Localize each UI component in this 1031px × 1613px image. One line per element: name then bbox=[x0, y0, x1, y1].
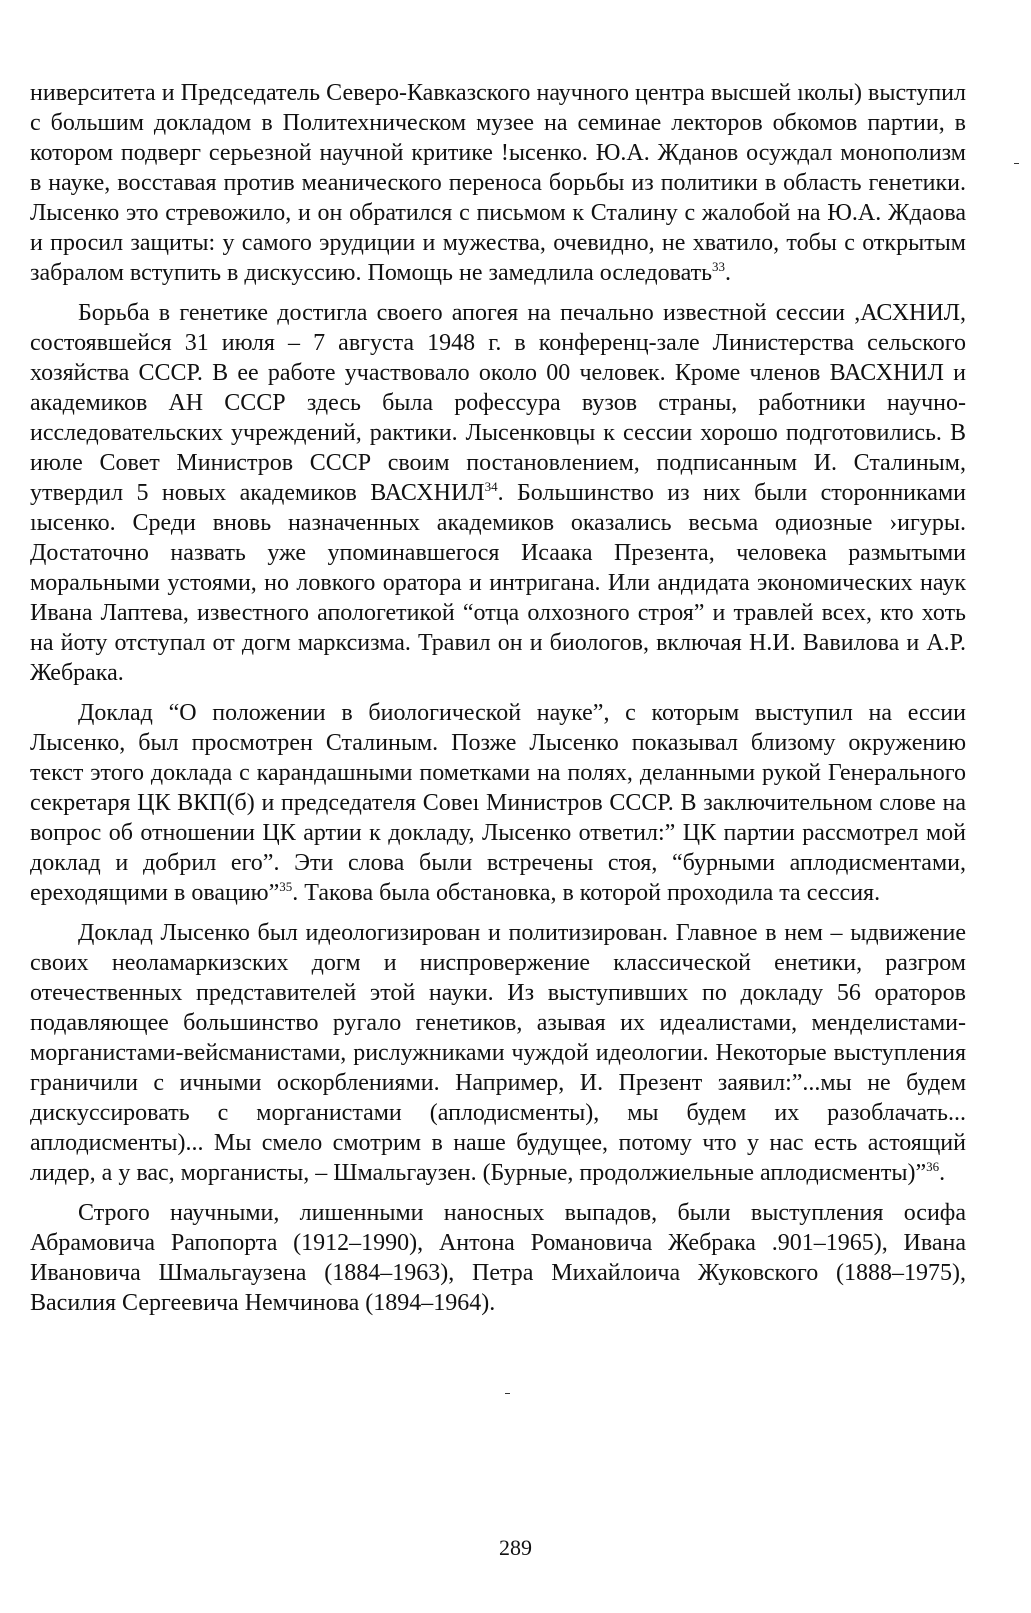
footnote-ref-34: 34 bbox=[484, 479, 498, 494]
paragraph-2 bbox=[30, 298, 966, 688]
scan-speck bbox=[1014, 163, 1019, 164]
paragraph-5 bbox=[30, 1198, 966, 1318]
paragraph-2-text: Борьба в генетике достигла своего апогея на печально известной сессии ,АСХНИЛ, состоявшейся 31 июля – 7 августа 1948 г. в конференц-зале Линистерства сельского хозяйства СССР. В ее работе участвовало около 00 человек. Кроме членов ВАСХНИЛ и академиков АН СССР здесь была рофессура вузов страны, работники научно-исследовательских учреждений, рактики. Лысенковцы к сессии хорошо подготовились. В июле Совет Министров СССР своим постановлением, подписанным И. Сталиным, утвердил 5 новых академиков ВАСХНИЛ bbox=[30, 300, 966, 506]
footnote-ref-35: 35 bbox=[279, 879, 293, 894]
paragraph-3-text: Доклад “О положении в биологической науке”, с которым выступил на ессии Лысенко, был просмотрен Сталиным. Позже Лысенко показывал близому окружению текст этого доклада с карандашными пометками на полях, деланными рукой Генерального секретаря ЦК ВКП(б) и председателя Совеı Министров СССР. В заключительном слове на вопрос об отношении ЦК артии к докладу, Лысенко ответил:” ЦК партии рассмотрел мой доклад и добрил его”. Эти слова были встречены стоя, “бурными аплодисментами, ереходящими в овацию” bbox=[30, 700, 966, 906]
footnote-ref-36: 36 bbox=[926, 1159, 940, 1174]
scan-speck bbox=[505, 1393, 510, 1394]
paragraph-1-tail: . bbox=[725, 260, 732, 286]
paragraph-4 bbox=[30, 918, 966, 1188]
paragraph-4-tail: . bbox=[939, 1160, 946, 1186]
book-page-text bbox=[30, 78, 966, 1318]
paragraph-1-text: ниверситета и Председатель Северо-Кавказского научного центра высшей ıколы) выступил с большим докладом в Политехническом музее на семинае лекторов обкомов партии, в котором подверг серьезной научной критике !ысенко. Ю.А. Жданов осуждал монополизм в науке, восставая против меанического переноса борьбы из политики в область генетики. Лысенко это стревожило, и он обратился с письмом к Сталину с жалобой на Ю.А. Ждаова и просил защиты: у самого эрудиции и мужества, очевидно, не хватило, тобы с открытым забралом вступить в дискуссию. Помощь не замедлила оследовать bbox=[30, 80, 966, 286]
paragraph-3 bbox=[30, 698, 966, 908]
paragraph-3-tail: . Такова была обстановка, в которой проходила та сессия. bbox=[292, 880, 881, 906]
paragraph-2-tail: . Большинство из них были сторонниками ıысенко. Среди вновь назначенных академиков оказались весьма одиозные ›игуры. Достаточно назвать уже упоминавшегося Исаака Презента, человека размытыми моральными устоями, но ловкого оратора и интригана. Или андидата экономических наук Ивана Лаптева, известного апологетикой “отца олхозного строя” и травлей всех, кто хоть на йоту отступал от догм марксизма. Травил он и биологов, включая Н.И. Вавилова и А.Р. Жебрака. bbox=[30, 480, 966, 686]
paragraph-5-text: Строго научными, лишенными наносных выпадов, были выступления осифа Абрамовича Рапопорта (1912–1990), Антона Романовича Жебрака .901–1965), Ивана Ивановича Шмальгаузена (1884–1963), Петра Михайлоича Жуковского (1888–1975), Василия Сергеевича Немчинова (1894–1964). bbox=[30, 1200, 966, 1316]
page-number: 289 bbox=[499, 1535, 532, 1560]
paragraph-1 bbox=[30, 78, 966, 288]
paragraph-4-text: Доклад Лысенко был идеологизирован и политизирован. Главное в нем – ыдвижение своих неоламаркизских догм и ниспровержение классической енетики, разгром отечественных представителей этой науки. Из выступивших по докладу 56 ораторов подавляющее большинство ругало генетиков, азывая их идеалистами, менделистами-морганистами-вейсманистами, рислужниками чуждой идеологии. Некоторые выступления граничили с ичными оскорблениями. Например, И. Презент заявил:”...мы не будем дискуссировать с морганистами (аплодисменты), мы будем их разоблачать... аплодисменты)... Мы смело смотрим в наше будущее, потому что у нас есть астоящий лидер, а у вас, морганисты, – Шмальгаузен. (Бурные, продолжиельные аплодисменты)” bbox=[30, 920, 966, 1186]
footnote-ref-33: 33 bbox=[712, 259, 726, 274]
